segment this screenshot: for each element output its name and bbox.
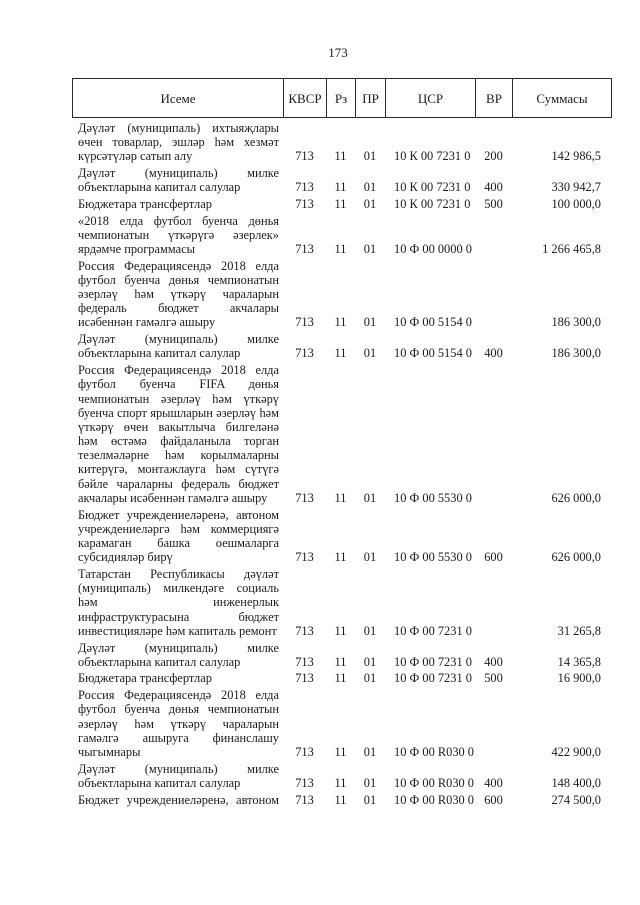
item-name-line: һәм өстәмә файдаланыла торган [78, 434, 279, 449]
kvsr-cell: 713 [295, 346, 314, 361]
csr-cell: 10 Ф 00 5530 0 [394, 550, 472, 565]
sum-cell: 1 266 465,8 [542, 241, 601, 256]
rz-cell: 11 [334, 179, 347, 194]
item-name-line: Россия Федерациясендә 2018 елда [78, 258, 279, 273]
pr-cell: 01 [363, 745, 377, 759]
vr-cell: 400 [484, 654, 503, 669]
rz-cell: 11 [334, 315, 347, 330]
rz-cell: 11 [334, 775, 347, 790]
page-number: 173 [328, 45, 348, 60]
csr-cell: 10 Ф 00 5154 0 [394, 315, 472, 330]
item-name-line: исәбеннән гамәлгә ашыру [78, 315, 216, 330]
rz-cell: 11 [334, 490, 347, 505]
vr-cell: 500 [484, 671, 503, 686]
item-name-line: әзерләү һәм үткәрү чараларын [78, 287, 279, 302]
item-name-cell [72, 671, 283, 685]
csr-cell: 10 К 00 7231 0 [394, 196, 471, 211]
header-pr: ПР [356, 79, 386, 117]
rz-cell: 11 [334, 346, 347, 361]
pr-cell: 01 [363, 241, 377, 256]
kvsr-cell: 713 [295, 792, 314, 807]
item-name-line: Дәүләт (муниципаль) ихтыяҗлары [78, 120, 279, 135]
csr-cell: 10 Ф 00 R030 0 [394, 745, 475, 759]
item-name-line: федераль бюджет акчалары [78, 301, 279, 316]
vr-cell [475, 745, 512, 759]
kvsr-cell: 713 [295, 671, 314, 686]
sum-cell: 330 942,7 [551, 179, 601, 194]
pr-cell: 01 [363, 623, 377, 638]
rz-cell: 11 [334, 148, 347, 163]
pr-cell: 01 [363, 346, 377, 361]
item-name-line: үткәрү өчен вакытлыча билгеләнә [78, 419, 279, 434]
item-name-line: инфраструктурасына бюджет [78, 609, 279, 624]
item-name-line: инвестицияләре һәм капиталь ремонт [78, 623, 277, 638]
table-body [72, 118, 612, 807]
header-csr: ЦСР [386, 79, 476, 117]
item-name-line: объектларына капитал салулар [78, 654, 241, 669]
table-row [72, 330, 612, 361]
rz-cell: 11 [334, 196, 347, 211]
sum-cell: 626 000,0 [551, 490, 601, 505]
item-name-line: «2018 елда футбол буенча дөнья [78, 213, 279, 228]
table-row [72, 194, 612, 211]
csr-cell: 10 К 00 7231 0 [394, 148, 471, 163]
pr-cell: 01 [363, 490, 377, 505]
vr-cell: 500 [484, 196, 503, 211]
item-name-cell [72, 762, 283, 790]
item-name-cell [72, 121, 283, 164]
vr-cell: 600 [484, 550, 503, 565]
item-name-cell [72, 259, 283, 330]
item-name-cell [72, 567, 283, 638]
sum-cell: 31 265,8 [557, 623, 601, 638]
csr-cell: 10 Ф 00 R030 0 [394, 775, 475, 790]
table-row [72, 759, 612, 790]
item-name-line: өчен товарлар, эшләр һәм хезмәт [78, 134, 279, 149]
header-vr: ВР [476, 79, 513, 117]
item-name-line: чемпионатын әзерләү һәм үткәрү [78, 391, 279, 406]
pr-cell: 01 [363, 315, 377, 330]
rz-cell: 11 [334, 623, 347, 638]
csr-cell: 10 Ф 00 5154 0 [394, 346, 472, 361]
rz-cell: 11 [334, 671, 347, 686]
item-name-cell [72, 197, 283, 211]
vr-cell [475, 315, 512, 329]
pr-cell: 01 [363, 179, 377, 194]
pr-cell: 01 [363, 654, 377, 669]
item-name-line: гамәлгә ашыруга финанслашу [78, 730, 279, 745]
csr-cell: 10 Ф 00 7231 0 [394, 671, 472, 686]
item-name-line: чыгымнары [78, 745, 141, 759]
rz-cell: 11 [334, 241, 347, 256]
kvsr-cell: 713 [295, 179, 314, 194]
sum-cell: 142 986,5 [551, 148, 601, 163]
sum-cell: 148 400,0 [551, 775, 601, 790]
sum-cell: 186 300,0 [551, 346, 601, 361]
item-name-line: учреждениеләргә һәм коммерциягә [78, 521, 279, 536]
table-row [72, 256, 612, 330]
sum-cell: 626 000,0 [551, 550, 601, 565]
item-name-cell [72, 793, 283, 807]
vr-cell [475, 491, 512, 505]
item-name-line: әзерләү һәм үткәрү чараларын [78, 716, 279, 731]
table-row [72, 361, 612, 505]
header-kvsr: КВСР [284, 79, 327, 117]
item-name-line: тезелмәләрне һәм корылмаларны [78, 448, 279, 463]
rz-cell: 11 [334, 550, 347, 565]
kvsr-cell: 713 [295, 148, 314, 163]
pr-cell: 01 [363, 792, 377, 807]
csr-cell: 10 Ф 00 5530 0 [394, 490, 472, 505]
item-name-line: Бюджетара трансфертлар [78, 671, 212, 686]
kvsr-cell: 713 [295, 550, 314, 565]
item-name-line: (муниципаль) милкендәге социаль [78, 581, 279, 596]
pr-cell: 01 [363, 550, 377, 565]
item-name-cell [72, 508, 283, 565]
kvsr-cell: 713 [295, 654, 314, 669]
pr-cell: 01 [363, 148, 377, 163]
item-name-line: Татарстан Республикасы дәүләт [78, 566, 279, 581]
item-name-line: күрсәтүләр сатып алу [78, 148, 193, 163]
pr-cell: 01 [363, 775, 377, 790]
csr-cell: 10 Ф 00 R030 0 [394, 792, 475, 807]
vr-cell: 400 [484, 179, 503, 194]
sum-cell: 186 300,0 [551, 315, 601, 330]
vr-cell [475, 242, 512, 256]
item-name-line: Россия Федерациясендә 2018 елда [78, 688, 279, 703]
item-name-line: Россия Федерациясендә 2018 елда [78, 363, 279, 378]
item-name-line: Дәүләт (муниципаль) милке [78, 332, 279, 347]
table-row [72, 564, 612, 638]
pr-cell: 01 [363, 196, 377, 211]
sum-cell: 422 900,0 [551, 745, 601, 759]
item-name-line: карамаган башка оешмаларга [78, 536, 279, 550]
item-name-line: Бюджет учреждениеләренә, автоном [78, 507, 279, 522]
table-row [72, 163, 612, 194]
rz-cell: 11 [334, 654, 347, 669]
item-name-line: Дәүләт (муниципаль) милке [78, 761, 279, 776]
sum-cell: 100 000,0 [551, 196, 601, 211]
item-name-line: объектларына капитал салулар [78, 179, 241, 194]
sum-cell: 274 500,0 [551, 792, 601, 807]
kvsr-cell: 713 [295, 775, 314, 790]
item-name-cell [72, 166, 283, 194]
item-name-line: объектларына капитал салулар [78, 346, 241, 361]
item-name-line: футбол буенча FIFA дөнья [78, 377, 279, 392]
csr-cell: 10 Ф 00 7231 0 [394, 623, 472, 638]
sum-cell: 14 365,8 [557, 654, 601, 669]
item-name-line: ярдәмче программасы [78, 241, 195, 256]
pr-cell: 01 [363, 671, 377, 686]
table-row [72, 669, 612, 686]
item-name-line: субсидияләр бирү [78, 550, 173, 565]
csr-cell: 10 К 00 7231 0 [394, 179, 471, 194]
vr-cell [475, 624, 512, 638]
item-name-line: акчалары исәбеннән гамәлгә ашыру [78, 490, 268, 505]
item-name-cell [72, 332, 283, 360]
csr-cell: 10 Ф 00 0000 0 [394, 241, 472, 256]
item-name-line: Бюджетара трансфертлар [78, 196, 212, 211]
rz-cell: 11 [334, 745, 347, 759]
item-name-line: Бюджет учреждениеләренә, автоном [78, 792, 279, 807]
header-sum: Суммасы [536, 91, 588, 106]
table-row [72, 790, 612, 807]
item-name-line: Дәүләт (муниципаль) милке [78, 165, 279, 180]
table-header [72, 78, 612, 118]
kvsr-cell: 713 [295, 196, 314, 211]
table-row [72, 686, 612, 760]
kvsr-cell: 713 [295, 745, 314, 759]
item-name-line: чемпионатын үткәрүгә әзерлек» [78, 227, 279, 242]
item-name-line: футбол буенча дөнья чемпионатын [78, 272, 279, 287]
item-name-line: китерүгә, монтажлауга һәм сүтүгә [78, 462, 279, 477]
kvsr-cell: 713 [295, 490, 314, 505]
kvsr-cell: 713 [295, 315, 314, 330]
kvsr-cell: 713 [295, 623, 314, 638]
csr-cell: 10 Ф 00 7231 0 [394, 654, 472, 669]
vr-cell: 200 [484, 148, 503, 163]
item-name-line: объектларына капитал салулар [78, 775, 241, 790]
rz-cell: 11 [334, 792, 347, 807]
header-rz: Рз [327, 79, 356, 117]
table-row [72, 505, 612, 564]
sum-cell: 16 900,0 [557, 671, 601, 686]
table-row [72, 638, 612, 669]
item-name-cell [72, 363, 283, 505]
item-name-line: футбол буенча дөнья чемпионатын [78, 702, 279, 717]
item-name-cell [72, 214, 283, 257]
item-name-line: Дәүләт (муниципаль) милке [78, 640, 279, 655]
header-name: Исеме [73, 79, 284, 117]
kvsr-cell: 713 [295, 241, 314, 256]
item-name-line: буенча спорт ярышларын әзерләү һәм [78, 405, 279, 420]
item-name-line: һәм инженерлык [78, 595, 279, 610]
vr-cell: 400 [484, 775, 503, 790]
vr-cell: 600 [484, 792, 503, 807]
vr-cell: 400 [484, 346, 503, 361]
item-name-cell [72, 641, 283, 669]
item-name-cell [72, 688, 283, 759]
item-name-line: бәйле чараларны федераль бюджет [78, 476, 279, 491]
table-row [72, 211, 612, 256]
table-row [72, 118, 612, 163]
